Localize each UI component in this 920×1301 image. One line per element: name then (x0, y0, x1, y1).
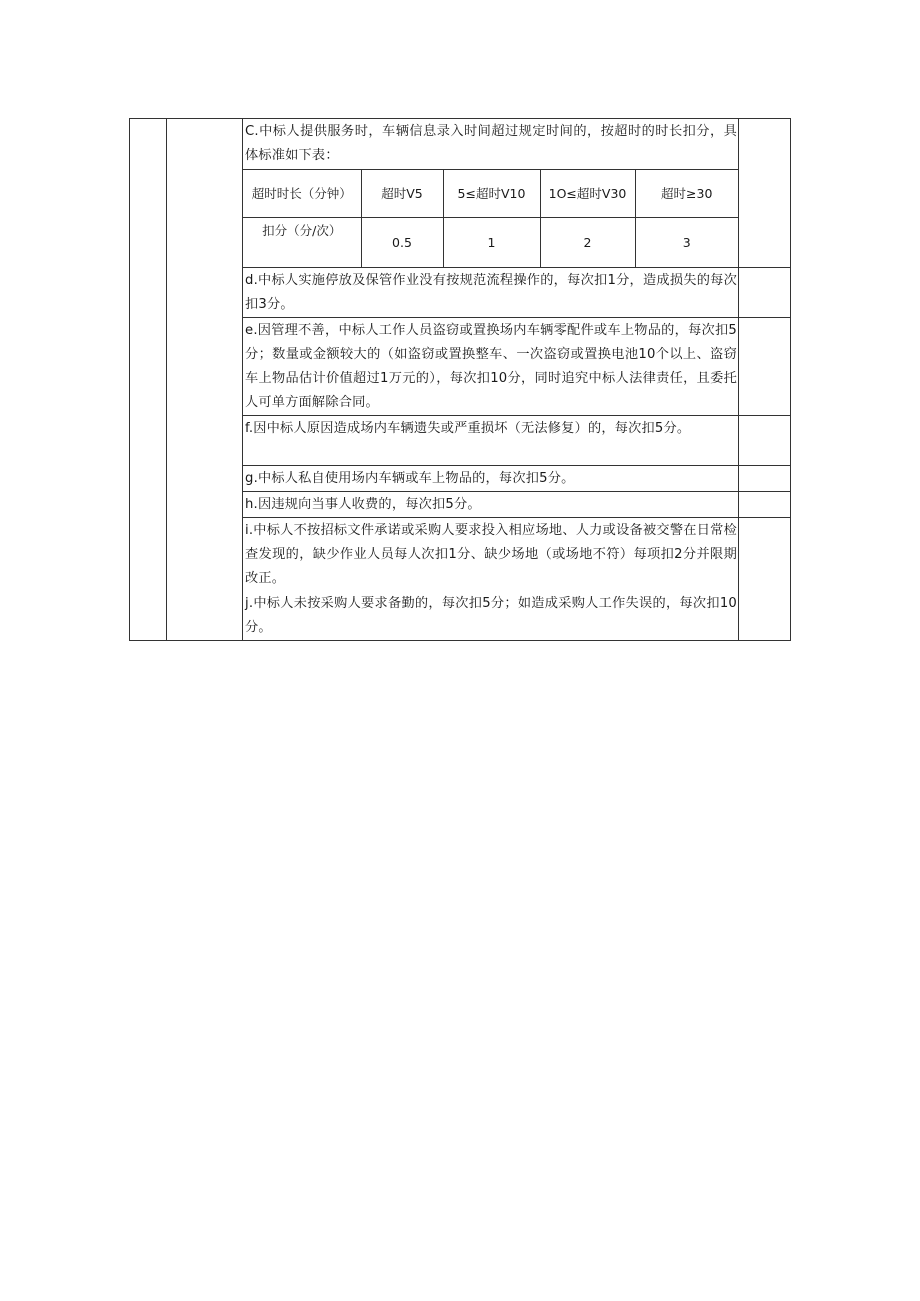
overtime-header-label: 超时时长（分钟） (243, 170, 361, 218)
item-h-text: h.因违规向当事人收费的，每次扣5分。 (245, 497, 481, 512)
item-d-text: d.中标人实施停放及保管作业没有按规范流程操作的，每次扣1分，造成损失的每次扣3分。 (245, 273, 737, 312)
item-e-text: e.因管理不善，中标人工作人员盗窃或置换场内车辆零配件或车上物品的，每次扣5分；数量或金额较大的（如盗窃或置换整车、一次盗窃或置换电池10个以上、盗窃车上物品估计价值超过1万元的），每次扣10分，同时追究中标人法律责任，且委托人可单方面解除合同。 (245, 323, 737, 410)
scoring-table (129, 118, 791, 641)
overtime-row-label: 扣分（分/次） (243, 218, 361, 268)
table-row-c (130, 119, 791, 268)
overtime-value-3: 2 (540, 218, 635, 268)
score-cell (739, 492, 791, 518)
score-cell (739, 416, 791, 466)
item-f-text: f.因中标人原因造成场内车辆遗失或严重损坏（无法修复）的，每次扣5分。 (245, 421, 691, 436)
item-c-cell (243, 119, 739, 268)
item-c-text: C.中标人提供服务时，车辆信息录入时间超过规定时间的，按超时的时长扣分，具体标准如下表： (245, 124, 737, 163)
item-i-j-cell (243, 518, 739, 641)
score-cell (739, 268, 791, 318)
score-cell (739, 518, 791, 641)
overtime-header-2: 5≤超时V10 (443, 170, 540, 218)
score-cell (739, 119, 791, 268)
overtime-table (243, 169, 738, 267)
score-cell (739, 318, 791, 416)
item-j-text: j.中标人未按采购人要求备勤的，每次扣5分；如造成采购人工作失误的，每次扣10分。 (245, 596, 737, 635)
overtime-header-3: 1O≤超时V30 (540, 170, 635, 218)
overtime-value-row (243, 218, 738, 268)
item-g-cell (243, 466, 739, 492)
overtime-header-1: 超时V5 (361, 170, 443, 218)
score-cell (739, 466, 791, 492)
item-h-cell (243, 492, 739, 518)
overtime-value-1: 0.5 (361, 218, 443, 268)
overtime-header-row (243, 170, 738, 218)
overtime-value-2: 1 (443, 218, 540, 268)
item-i-text: i.中标人不按招标文件承诺或采购人要求投入相应场地、人力或设备被交警在日常检查发现的，缺少作业人员每人次扣1分、缺少场地（或场地不符）每项扣2分并限期改正。 (245, 523, 737, 586)
item-f-cell (243, 416, 739, 466)
item-g-text: g.中标人私自使用场内车辆或车上物品的，每次扣5分。 (245, 471, 575, 486)
overtime-value-4: 3 (635, 218, 738, 268)
col-category-cell (167, 119, 243, 641)
overtime-header-4: 超时≥30 (635, 170, 738, 218)
col-index-cell (130, 119, 167, 641)
item-d-cell (243, 268, 739, 318)
item-e-cell (243, 318, 739, 416)
